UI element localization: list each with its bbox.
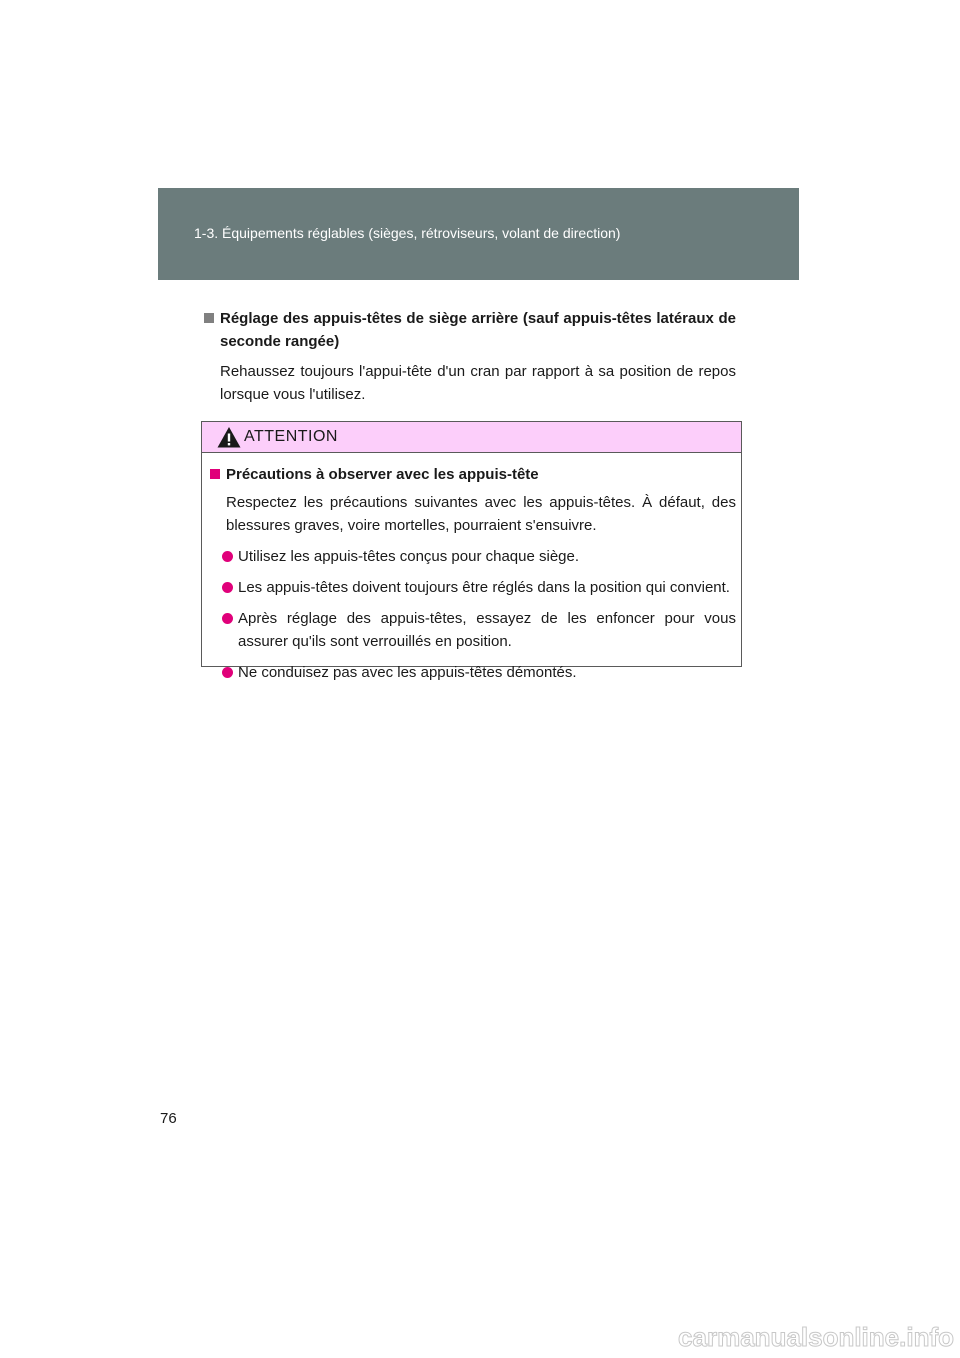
chapter-title: 1-3. Équipements réglables (sièges, rétroviseurs, volant de direction)	[194, 225, 621, 241]
attention-item-text: Utilisez les appuis-têtes conçus pour chaque siège.	[238, 548, 580, 565]
attention-heading	[210, 464, 736, 486]
pink-square-bullet-icon	[210, 469, 220, 479]
section-body-text: Rehaussez toujours l'appui-tête d'un cran par rapport à sa position de repos lorsque vous l'utilisez.	[220, 363, 736, 403]
square-bullet-icon	[204, 313, 214, 323]
svg-text:carmanualsonline.info: carmanualsonline.info	[678, 1322, 954, 1352]
attention-header	[202, 422, 741, 453]
attention-item-text: Les appuis-têtes doivent toujours être réglés dans la position qui convient.	[238, 579, 730, 596]
pink-dot-bullet-icon	[222, 667, 233, 678]
attention-item-text: Après réglage des appuis-têtes, essayez de les enfoncer pour vous assurer qu'ils sont verrouillés en position.	[238, 610, 736, 650]
rear-headrest-section	[204, 307, 736, 406]
attention-heading-text: Précautions à observer avec les appuis-tête	[226, 466, 539, 483]
attention-box	[201, 421, 742, 681]
attention-list-item	[222, 576, 736, 599]
pink-dot-bullet-icon	[222, 582, 233, 593]
pink-dot-bullet-icon	[222, 613, 233, 624]
watermark-logo	[678, 1322, 956, 1352]
section-heading-text: Réglage des appuis-têtes de siège arrière (sauf appuis-têtes latéraux de seconde rangée)	[220, 310, 736, 350]
attention-content	[210, 464, 736, 684]
attention-intro-text: Respectez les précautions suivantes avec les appuis-têtes. À défaut, des blessures graves, voire mortelles, pourraient s'ensuivre.	[226, 494, 736, 534]
attention-item-text: Ne conduisez pas avec les appuis-têtes démontés.	[238, 664, 577, 681]
page-number: 76	[160, 1110, 177, 1127]
attention-list	[210, 545, 736, 684]
attention-title: ATTENTION	[244, 428, 338, 445]
chapter-header-band	[158, 188, 799, 280]
attention-list-item	[222, 545, 736, 568]
attention-list-item	[222, 607, 736, 653]
section-heading	[204, 307, 736, 353]
pink-dot-bullet-icon	[222, 551, 233, 562]
warning-triangle-icon	[216, 425, 242, 449]
attention-list-item	[222, 661, 736, 684]
